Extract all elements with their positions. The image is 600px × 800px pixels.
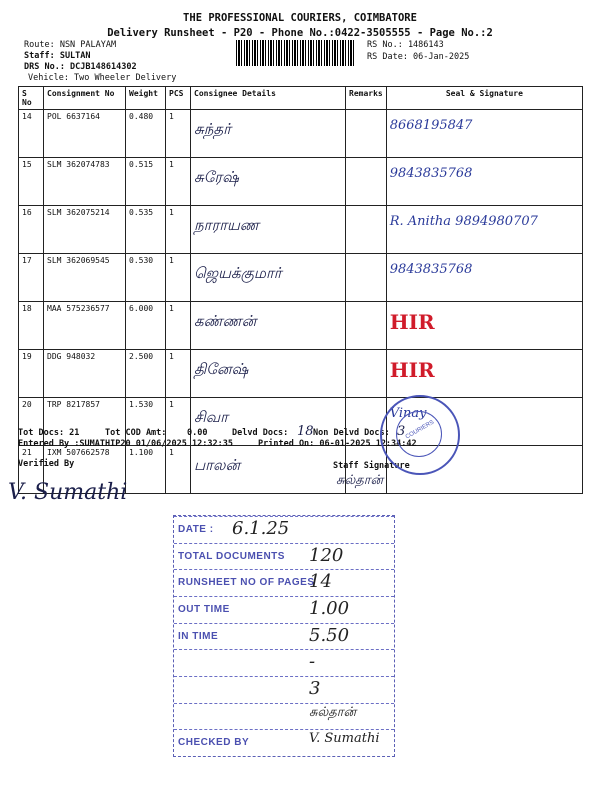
cell-signature: HIR (386, 302, 582, 350)
stamp-row (174, 649, 394, 650)
cell-remarks (346, 110, 387, 158)
table-row (19, 158, 583, 206)
cell-signature: R. Anitha 9894980707 (386, 206, 582, 254)
staff-label: Staff: SULTAN (24, 51, 91, 61)
table-row (19, 254, 583, 302)
stamp-row (174, 596, 394, 597)
cell-remarks (346, 254, 387, 302)
delivered-docs-label: Delvd Docs: (232, 428, 289, 438)
stamp-row (174, 676, 394, 677)
total-cod-label: Tot COD Amt: (105, 428, 167, 438)
cell-sno: 16 (19, 206, 44, 254)
cell-consignment: TRP 8217857 (44, 398, 126, 446)
column-header: Seal & Signature (386, 87, 582, 110)
cell-pcs: 1 (166, 302, 191, 350)
column-header: Remarks (346, 87, 387, 110)
delivered-docs-handwritten: 18 (297, 424, 314, 439)
cell-weight: 0.515 (126, 158, 166, 206)
cell-remarks (346, 350, 387, 398)
stamp-label: DATE : (178, 524, 214, 535)
cell-consignee: பாலன் (191, 446, 346, 494)
cell-consignment: MAA 575236577 (44, 302, 126, 350)
stamp-value: - (309, 651, 316, 673)
company-title: THE PROFESSIONAL COURIERS, COIMBATORE (183, 12, 417, 24)
cell-consignment: POL 6637164 (44, 110, 126, 158)
stamp-value: V. Sumathi (309, 731, 380, 747)
stamp-value: 6.1.25 (232, 518, 290, 539)
column-header: Weight (126, 87, 166, 110)
cell-pcs: 1 (166, 158, 191, 206)
cell-weight: 2.500 (126, 350, 166, 398)
runsheet-stamp (173, 515, 395, 757)
cell-consignment: IXM 507662578 (44, 446, 126, 494)
stamp-value: 120 (309, 544, 344, 566)
stamp-value: 14 (309, 571, 332, 593)
column-header: Consignment No (44, 87, 126, 110)
column-header: Consignee Details (191, 87, 346, 110)
cell-signature: 8668195847 (386, 110, 582, 158)
cell-weight: 0.480 (126, 110, 166, 158)
column-header: S No (19, 87, 44, 110)
cell-pcs: 1 (166, 254, 191, 302)
cell-consignee: சிவா (191, 398, 346, 446)
entered-by: Entered By :SUMATHIP20 01/06/2025 12:32:35 (18, 439, 233, 449)
non-delivered-docs-label: Non Delvd Docs: (313, 428, 390, 438)
stamp-value: 1.00 (309, 598, 350, 619)
total-docs: Tot Docs: 21 (18, 428, 80, 438)
route-label: Route: NSN PALAYAM (24, 40, 117, 50)
stamp-row (174, 623, 394, 624)
table-header-row (19, 87, 583, 110)
cell-sno: 18 (19, 302, 44, 350)
stamp-row (174, 703, 394, 704)
cell-consignee: தினேஷ் (191, 350, 346, 398)
stamp-label: OUT TIME (178, 604, 230, 615)
stamp-value: 5.50 (309, 624, 350, 646)
cell-remarks (346, 302, 387, 350)
cell-sno: 17 (19, 254, 44, 302)
cell-signature: HIR (386, 350, 582, 398)
stamp-row (174, 569, 394, 570)
cell-consignment: DDG 948032 (44, 350, 126, 398)
cell-sno: 19 (19, 350, 44, 398)
company-seal-icon: COURIERS (380, 395, 460, 475)
cell-sno: 15 (19, 158, 44, 206)
cell-consignee: சுந்தர் (191, 110, 346, 158)
staff-signature-mark: சுல்தான் (336, 473, 384, 488)
barcode-icon (236, 40, 354, 66)
stamp-label: IN TIME (178, 630, 219, 642)
rs-date: RS Date: 06-Jan-2025 (367, 52, 470, 62)
total-cod-value: 0.00 (187, 428, 208, 438)
stamp-label: RUNSHEET NO OF PAGES (178, 577, 315, 589)
runsheet-subtitle: Delivery Runsheet - P20 - Phone No.:0422-3505555 - Page No.:2 (107, 27, 493, 39)
cell-remarks (346, 158, 387, 206)
cell-weight: 6.000 (126, 302, 166, 350)
cell-pcs: 1 (166, 398, 191, 446)
stamp-label: TOTAL DOCUMENTS (178, 550, 285, 562)
cell-consignment: SLM 362075214 (44, 206, 126, 254)
staff-signature-label: Staff Signature (333, 461, 410, 471)
cell-consignee: சுரேஷ் (191, 158, 346, 206)
rs-number: RS No.: 1486143 (367, 40, 444, 50)
table-row (19, 206, 583, 254)
stamp-value: சுல்தான் (309, 704, 357, 720)
stamp-row (174, 516, 394, 517)
drs-label: DRS No.: DCJB148614302 (24, 62, 137, 72)
table-row (19, 302, 583, 350)
stamp-row (174, 543, 394, 544)
column-header: PCS (166, 87, 191, 110)
cell-weight: 1.100 (126, 446, 166, 494)
verified-by-label: Verified By (18, 459, 75, 469)
cell-signature: 9843835768 (386, 158, 582, 206)
non-delivered-handwritten: 3 (397, 424, 406, 439)
cell-signature: 9843835768 (386, 254, 582, 302)
cell-pcs: 1 (166, 446, 191, 494)
table-row (19, 350, 583, 398)
cell-consignee: ஜெயக்குமார் (191, 254, 346, 302)
cell-weight: 0.530 (126, 254, 166, 302)
cell-consignment: SLM 362069545 (44, 254, 126, 302)
stamp-row (174, 729, 394, 730)
cell-signature: Vinay (386, 398, 582, 446)
verifier-signature: V. Sumathi (8, 480, 128, 505)
cell-pcs: 1 (166, 110, 191, 158)
cell-weight: 0.535 (126, 206, 166, 254)
cell-pcs: 1 (166, 206, 191, 254)
cell-consignee: நாராயண (191, 206, 346, 254)
cell-consignee: கண்ணன் (191, 302, 346, 350)
cell-consignment: SLM 362074783 (44, 158, 126, 206)
printed-on: Printed On: 06-01-2025 12:34:42 (258, 439, 417, 449)
stamp-label: CHECKED BY (178, 737, 250, 749)
cell-remarks (346, 206, 387, 254)
stamp-value: 3 (309, 678, 321, 699)
table-row (19, 110, 583, 158)
cell-pcs: 1 (166, 350, 191, 398)
cell-sno: 14 (19, 110, 44, 158)
vehicle-label: Vehicle: Two Wheeler Delivery (28, 73, 177, 83)
cell-sno: 21 (19, 446, 44, 494)
cell-sno: 20 (19, 398, 44, 446)
cell-weight: 1.530 (126, 398, 166, 446)
